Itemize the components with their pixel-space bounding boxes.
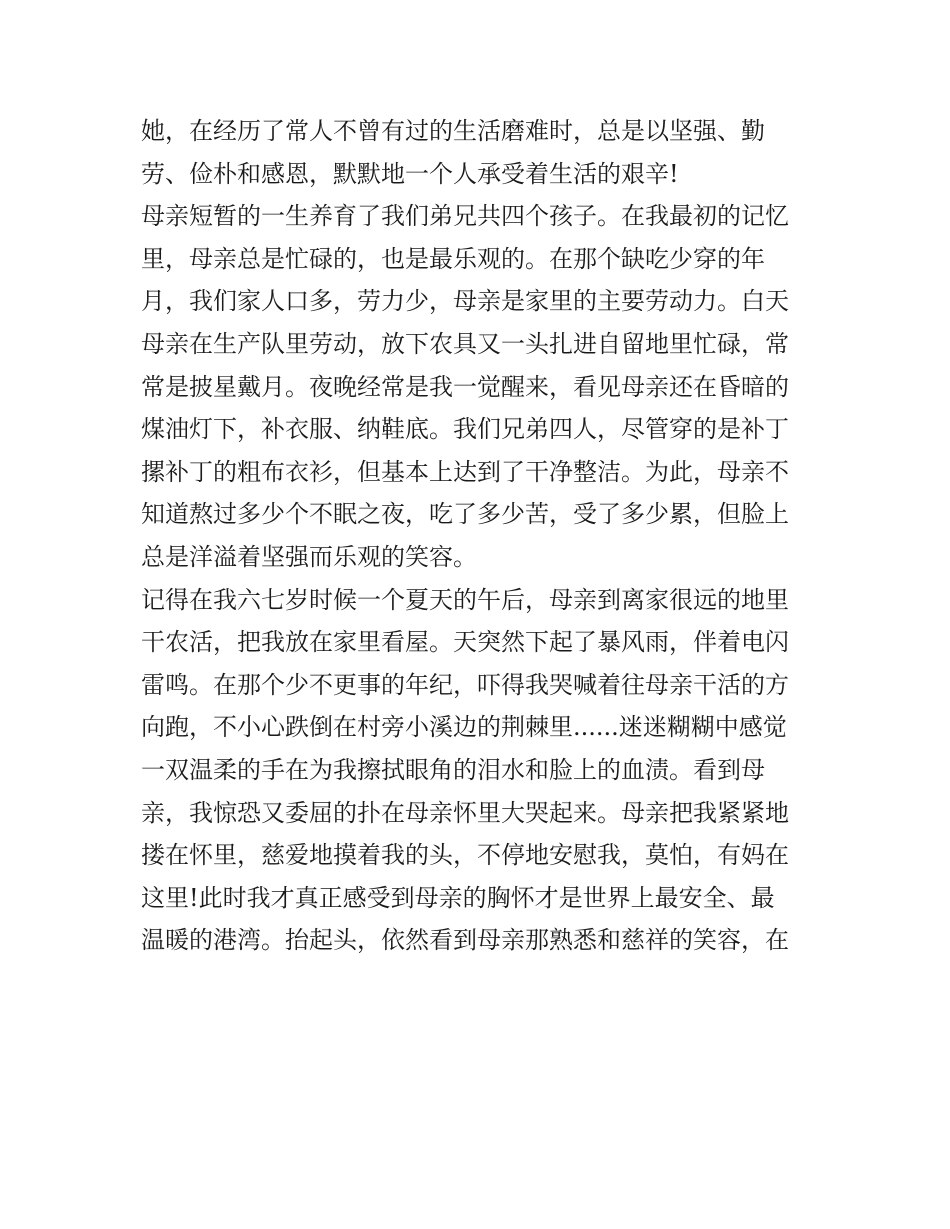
text-line: 温暖的港湾。抬起头，依然看到母亲那熟悉和慈祥的笑容，在	[141, 926, 789, 955]
text-line: 亲，我惊恐又委屈的扑在母亲怀里大哭起来。母亲把我紧紧地	[141, 798, 789, 827]
text-line: 常是披星戴月。夜晚经常是我一觉醒来，看见母亲还在昏暗的	[141, 372, 789, 401]
text-line: 劳、俭朴和感恩，默默地一个人承受着生活的艰辛!	[141, 159, 679, 188]
text-line: 煤油灯下，补衣服、纳鞋底。我们兄弟四人，尽管穿的是补丁	[141, 415, 789, 444]
text-line: 总是洋溢着坚强而乐观的笑容。	[141, 542, 477, 571]
text-line: 母亲短暂的一生养育了我们弟兄共四个孩子。在我最初的记忆	[141, 202, 789, 231]
text-line: 干农活，把我放在家里看屋。天突然下起了暴风雨，伴着电闪	[141, 628, 789, 657]
text-line: 她，在经历了常人不曾有过的生活磨难时，总是以坚强、勤	[141, 117, 765, 145]
text-line: 知道熬过多少个不眠之夜，吃了多少苦，受了多少累，但脸上	[141, 500, 789, 529]
text-line: 一双温柔的手在为我擦拭眼角的泪水和脸上的血渍。看到母	[141, 755, 765, 784]
text-line: 向跑，不小心跌倒在村旁小溪边的荆棘里......迷迷糊糊中感觉	[141, 713, 787, 742]
text-line: 母亲在生产队里劳动，放下农具又一头扎进自留地里忙碌，常	[141, 329, 789, 358]
text-line: 雷鸣。在那个少不更事的年纪，吓得我哭喊着往母亲干活的方	[141, 670, 789, 699]
text-line: 记得在我六七岁时候一个夏天的午后，母亲到离家很远的地里	[141, 585, 789, 614]
text-line: 摞补丁的粗布衣衫，但基本上达到了干净整洁。为此，母亲不	[141, 457, 789, 486]
text-line: 里，母亲总是忙碌的，也是最乐观的。在那个缺吃少穿的年	[141, 244, 765, 273]
text-line: 这里!此时我才真正感受到母亲的胸怀才是世界上最安全、最	[141, 883, 775, 912]
text-line: 搂在怀里，慈爱地摸着我的头，不停地安慰我，莫怕，有妈在	[141, 841, 789, 870]
text-line: 月，我们家人口多，劳力少，母亲是家里的主要劳动力。白天	[141, 287, 789, 316]
body-text	[141, 110, 821, 962]
